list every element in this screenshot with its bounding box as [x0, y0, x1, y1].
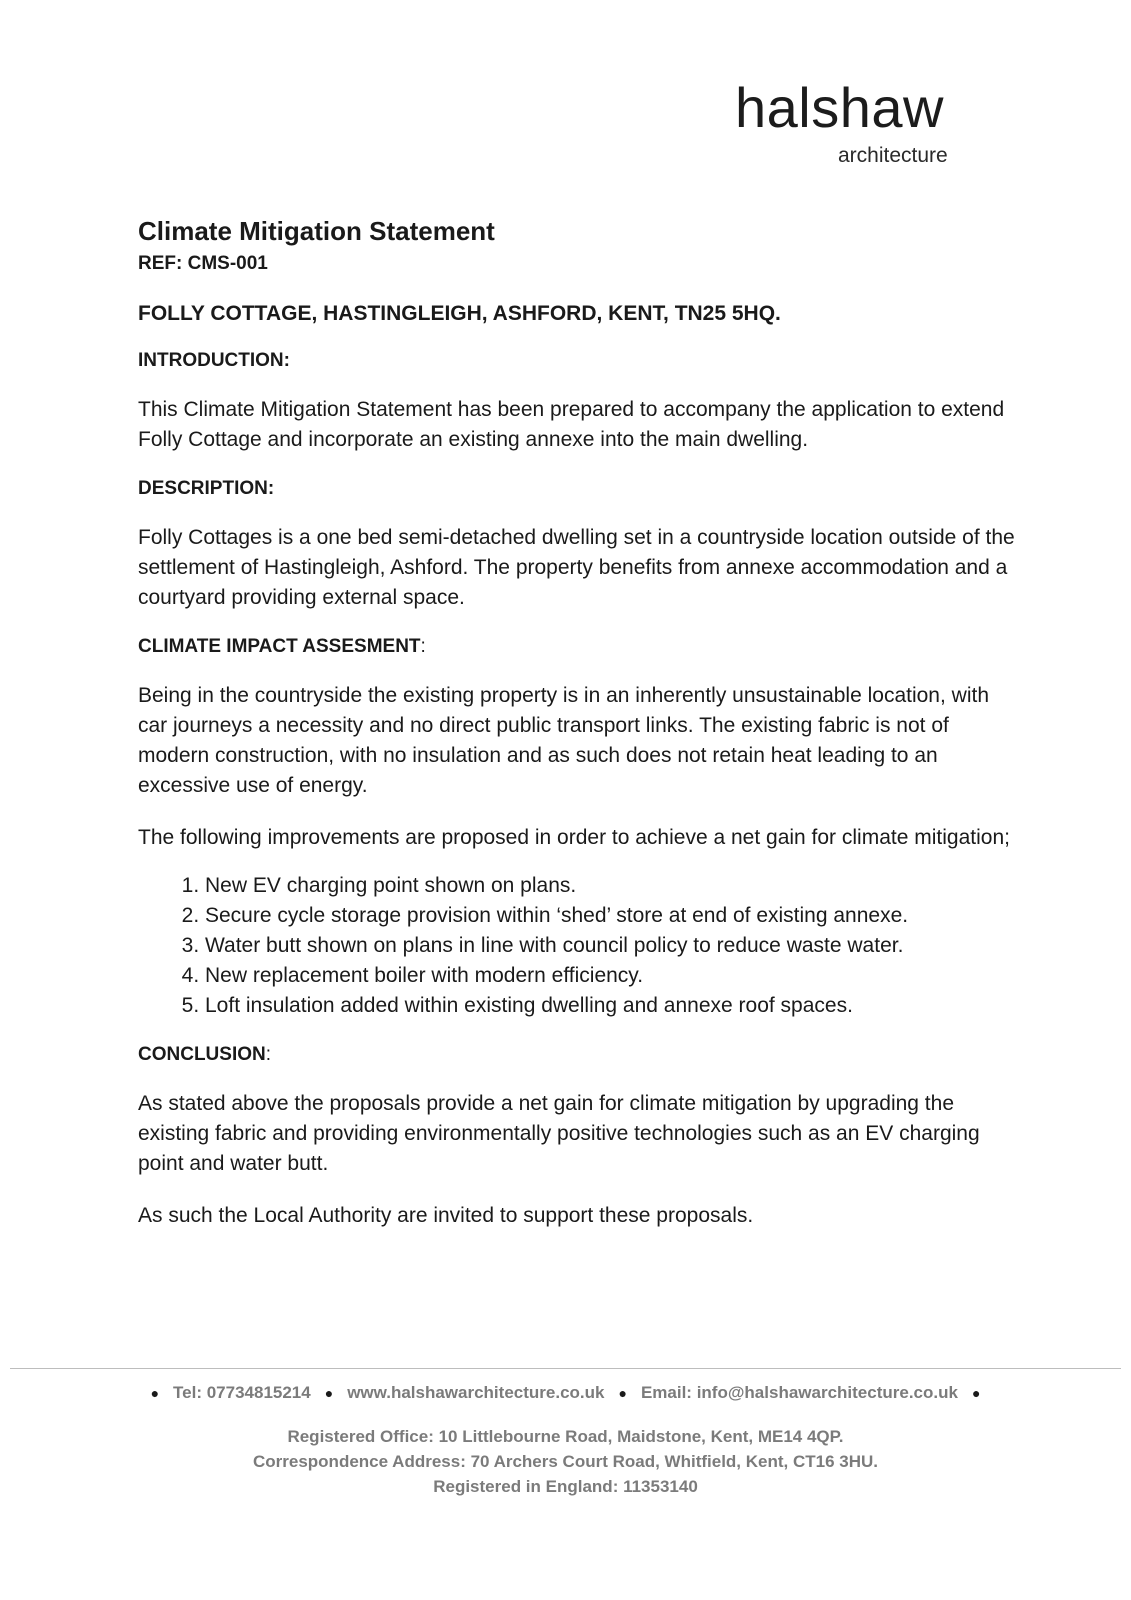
footer-contact-line	[0, 1382, 1131, 1404]
conclusion-heading	[138, 1043, 1018, 1067]
improvement-item: 4. New replacement boiler with modern efficiency.	[205, 961, 1018, 991]
footer-correspondence-address: Correspondence Address: 70 Archers Court Road, Whitfield, Kent, CT16 3HU.	[252, 1452, 878, 1471]
improvements-list	[138, 871, 1018, 1021]
property-address: FOLLY COTTAGE, HASTINGLEIGH, ASHFORD, KENT, TN25 5HQ.	[138, 302, 781, 325]
description-text: Folly Cottages is a one bed semi-detached dwelling set in a countryside location outside of the settlement of Hastingleigh, Ashford. The property benefits from annexe accommodation and a courtyard providing external space.	[138, 526, 1015, 609]
footer-tel: Tel: 07734815214	[173, 1383, 311, 1402]
company-logo	[735, 78, 995, 178]
climate-impact-paragraph-2: The following improvements are proposed in order to achieve a net gain for climate mitigation;	[138, 826, 1010, 849]
footer-website[interactable]: www.halshawarchitecture.co.uk	[347, 1383, 605, 1402]
logo-subtitle: architecture	[838, 144, 948, 167]
bullet-icon: ●	[324, 1385, 334, 1401]
description-heading: DESCRIPTION:	[138, 478, 275, 499]
improvement-item: 2. Secure cycle storage provision within ‘shed’ store at end of existing annexe.	[205, 901, 1018, 931]
conclusion-paragraph-1: As stated above the proposals provide a net gain for climate mitigation by upgrading the existing fabric and providing environmentally positive technologies such as an EV charging point and water butt.	[138, 1092, 980, 1175]
introduction-heading: INTRODUCTION:	[138, 350, 290, 371]
climate-impact-heading-colon: :	[420, 636, 426, 657]
footer-company-registration: Registered in England: 11353140	[433, 1477, 698, 1496]
conclusion-paragraph-2: As such the Local Authority are invited to support these proposals.	[138, 1204, 754, 1227]
conclusion-heading-colon: :	[265, 1044, 272, 1065]
footer-divider	[10, 1368, 1121, 1369]
document-body	[138, 215, 1018, 1231]
footer-registered-office: Registered Office: 10 Littlebourne Road, Maidstone, Kent, ME14 4QP.	[287, 1427, 844, 1446]
introduction-text: This Climate Mitigation Statement has been prepared to accompany the application to extend Folly Cottage and incorporate an existing annexe into the main dwelling.	[138, 398, 1005, 451]
climate-impact-paragraph-1: Being in the countryside the existing property is in an inherently unsustainable location, with car journeys a necessity and no direct public transport links. The existing fabric is not of modern construction, with no insulation and as such does not retain heat leading to an excessive use of energy.	[138, 684, 990, 797]
document-ref: REF: CMS-001	[138, 253, 268, 274]
footer-email[interactable]: Email: info@halshawarchitecture.co.uk	[640, 1383, 958, 1402]
bullet-icon: ●	[971, 1385, 981, 1401]
climate-impact-heading	[138, 635, 1018, 659]
improvement-item: 1. New EV charging point shown on plans.	[205, 871, 1018, 901]
improvement-item: 5. Loft insulation added within existing dwelling and annexe roof spaces.	[205, 991, 1018, 1021]
bullet-icon: ●	[618, 1385, 627, 1401]
document-title: Climate Mitigation Statement	[138, 216, 495, 246]
logo-name: halshaw	[735, 76, 944, 139]
conclusion-heading-text: CONCLUSION	[138, 1044, 266, 1065]
bullet-icon: ●	[150, 1385, 160, 1401]
climate-impact-heading-text: CLIMATE IMPACT ASSESMENT	[138, 636, 421, 657]
footer-registration	[0, 1424, 1131, 1499]
improvement-item: 3. Water butt shown on plans in line with council policy to reduce waste water.	[205, 931, 1018, 961]
